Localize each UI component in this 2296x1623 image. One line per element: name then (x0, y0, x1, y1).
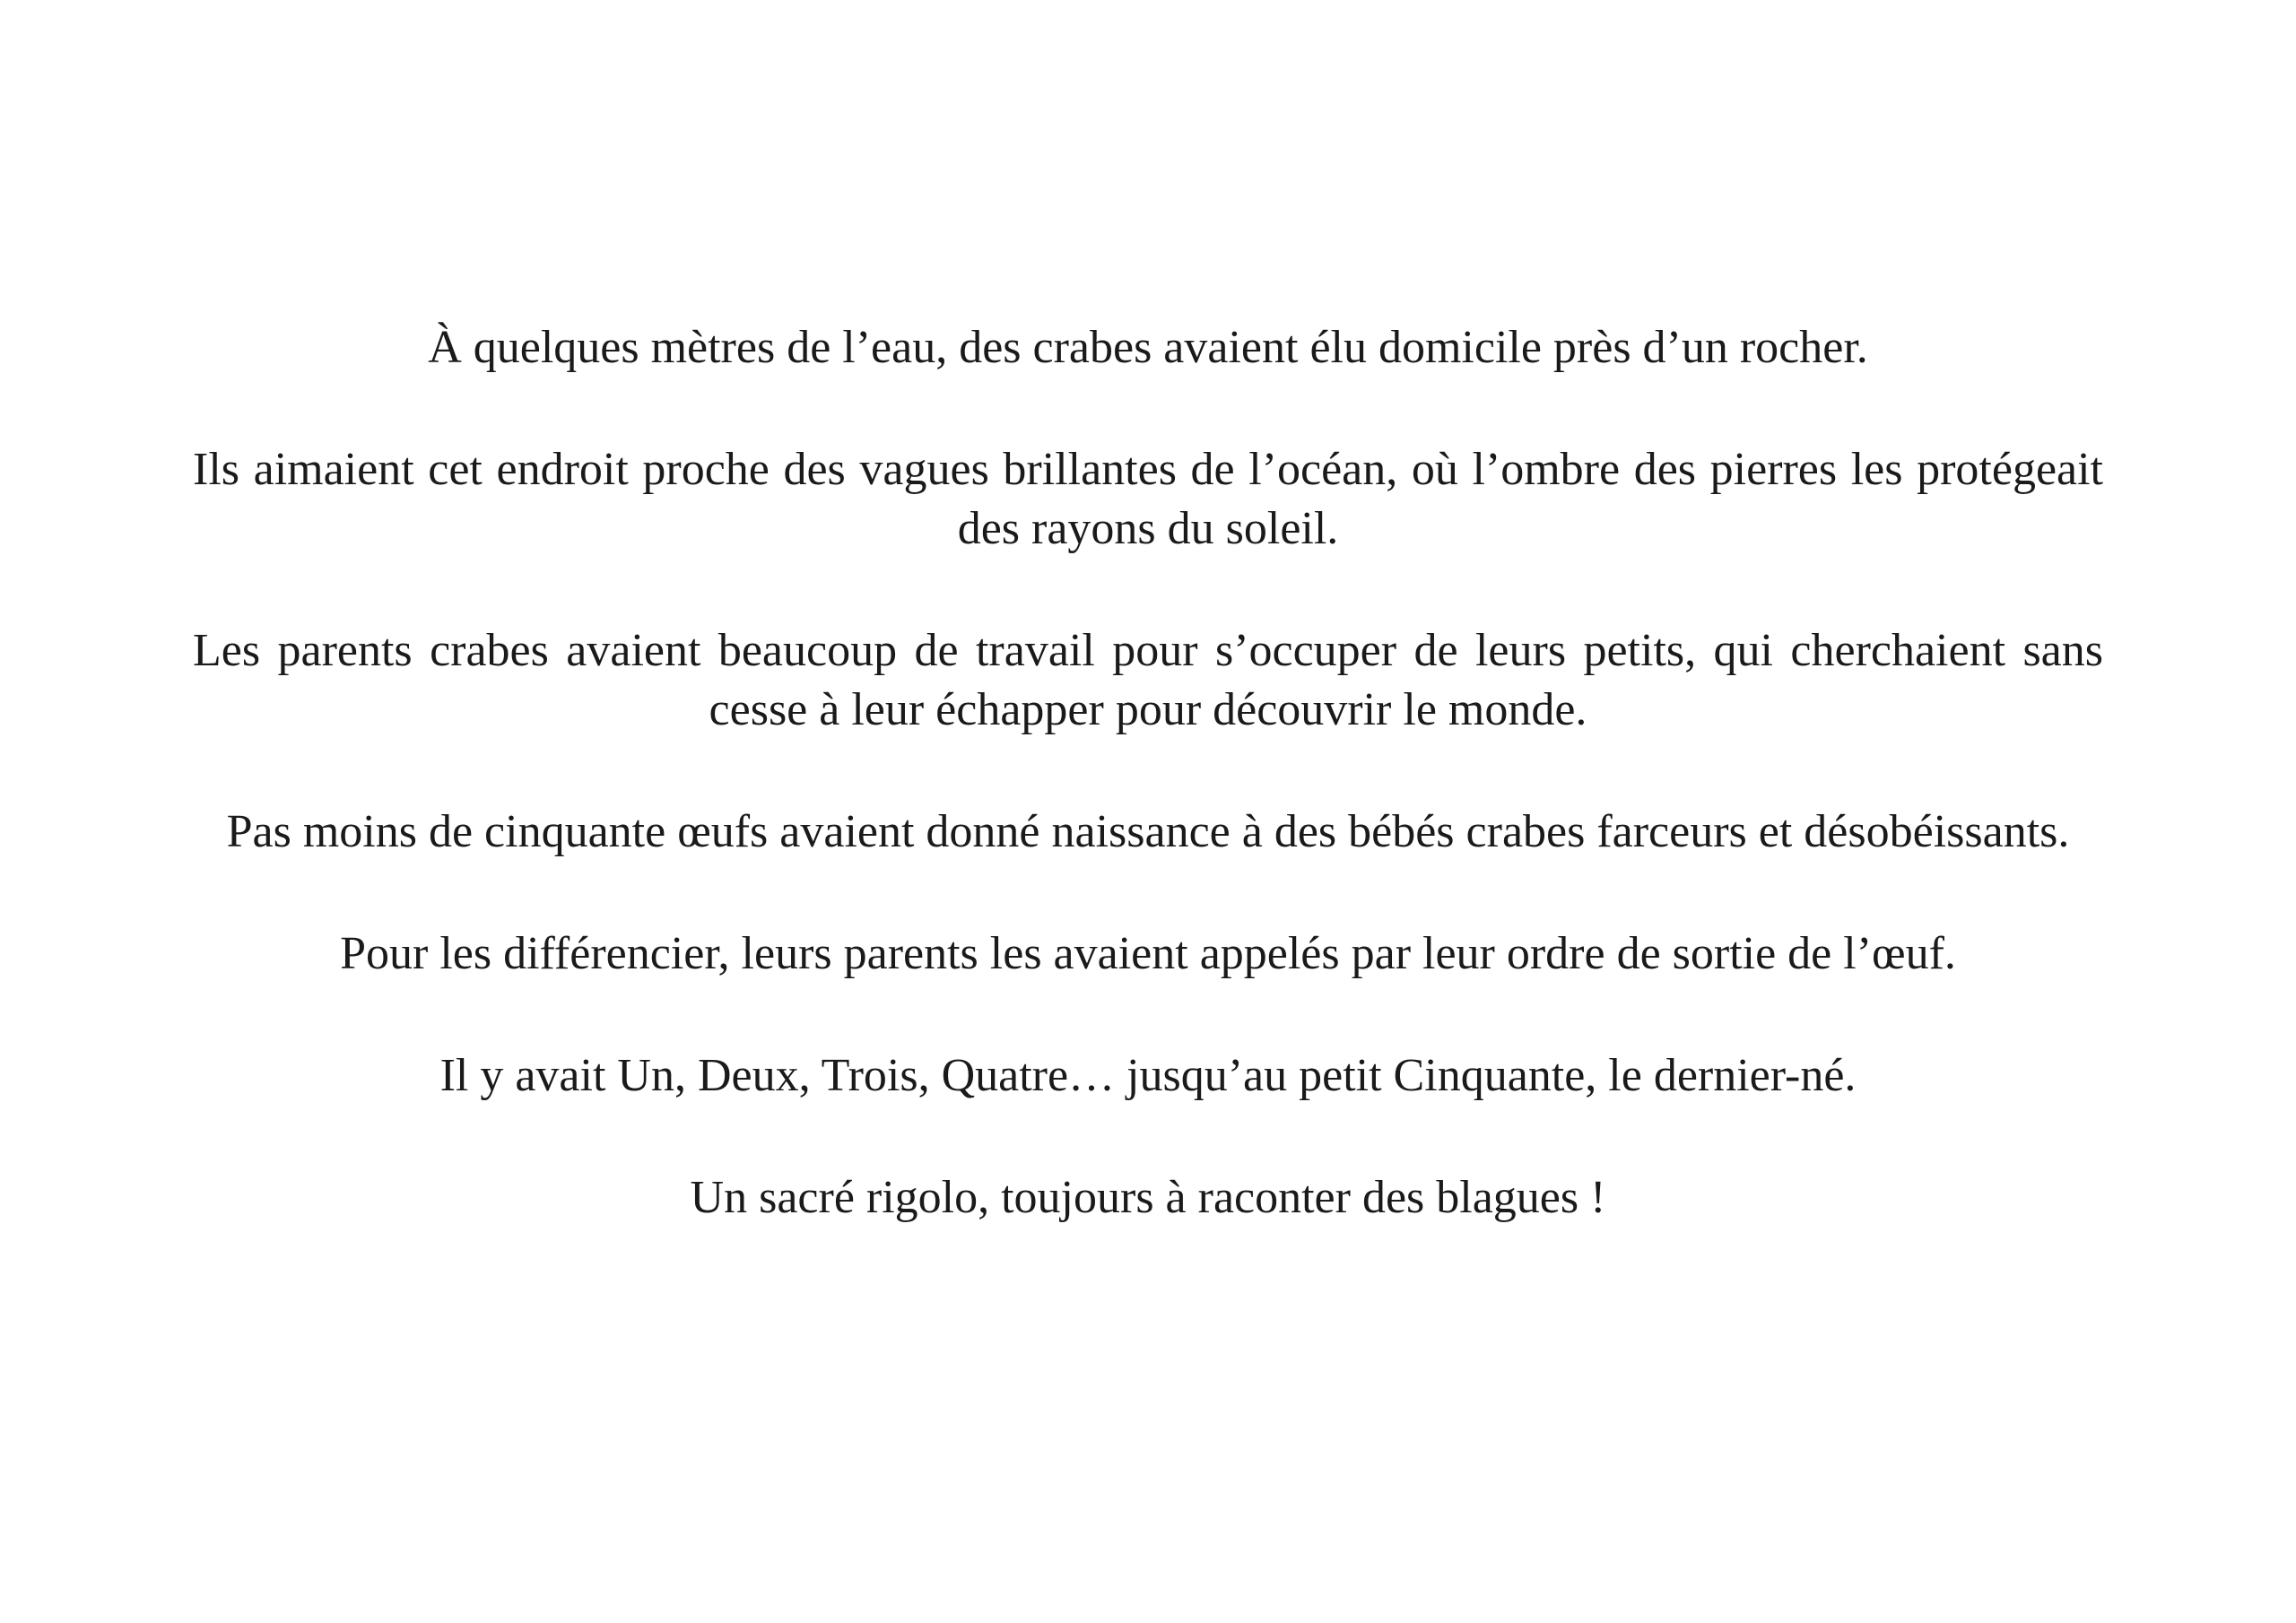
paragraph-7: Un sacré rigolo, toujours à raconter des blagues ! (690, 1172, 1606, 1223)
paragraph-1: À quelques mètres de l’eau, des crabes avaient élu domicile près d’un rocher. (428, 322, 1868, 373)
paragraph-3: Les parents crabes avaient beaucoup de travail pour s’occuper de leurs petits, qui cherchaient sans cesse à leur échapper pour découvrir le monde. (193, 625, 2103, 735)
story-text (193, 318, 2103, 1228)
paragraph-4: Pas moins de cinquante œufs avaient donné naissance à des bébés crabes farceurs et désobéissants. (226, 806, 2070, 857)
paragraph-6: Il y avait Un, Deux, Trois, Quatre… jusqu’au petit Cinquante, le dernier-né. (439, 1050, 1857, 1101)
paragraph-2: Ils aimaient cet endroit proche des vagues brillantes de l’océan, où l’ombre des pierres les protégeait des rayons du soleil. (193, 444, 2103, 554)
paragraph-5: Pour les différencier, leurs parents les avaient appelés par leur ordre de sortie de l’œuf. (340, 928, 1956, 979)
